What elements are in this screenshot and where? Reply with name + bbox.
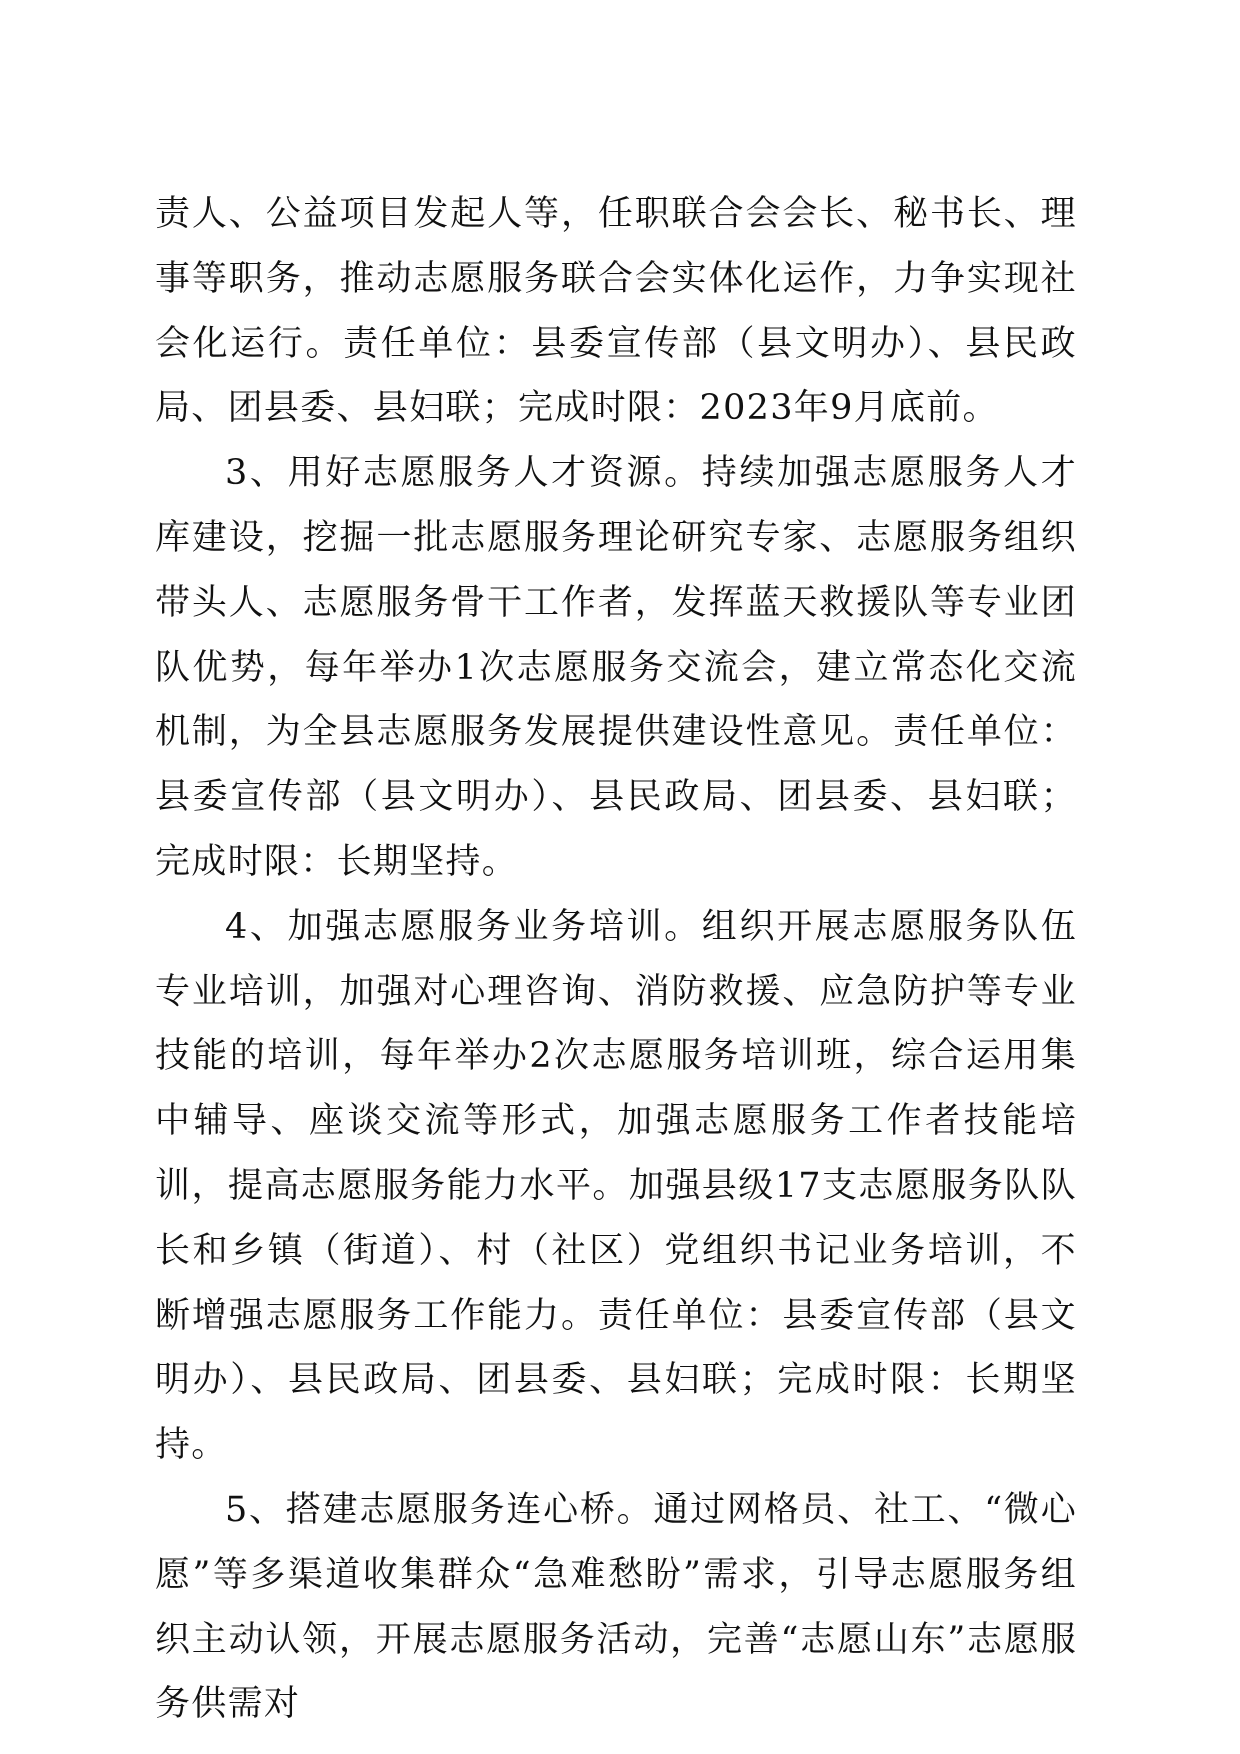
document-body [155, 182, 1077, 1737]
paragraph-item-5: 5、搭建志愿服务连心桥。通过网格员、社工、“微心愿”等多渠道收集群众“急难愁盼”需求，引导志愿服务组织主动认领，开展志愿服务活动，完善“志愿山东”志愿服务供需对 [155, 1489, 1077, 1725]
paragraph-item-4: 4、加强志愿服务业务培训。组织开展志愿服务队伍专业培训，加强对心理咨询、消防救援、应急防护等专业技能的培训，每年举办2次志愿服务培训班，综合运用集中辅导、座谈交流等形式，加强志愿服务工作者技能培训，提高志愿服务能力水平。加强县级17支志愿服务队队长和乡镇（街道）、村（社区）党组织书记业务培训，不断增强志愿服务工作能力。责任单位：县委宣传部（县文明办）、县民政局、团县委、县妇联；完成时限：长期坚持。 [155, 906, 1077, 1466]
paragraph-item-3: 3、用好志愿服务人才资源。持续加强志愿服务人才库建设，挖掘一批志愿服务理论研究专家、志愿服务组织带头人、志愿服务骨干工作者，发挥蓝天救援队等专业团队优势，每年举办1次志愿服务交流会，建立常态化交流机制，为全县志愿服务发展提供建设性意见。责任单位：县委宣传部（县文明办）、县民政局、团县委、县妇联；完成时限：长期坚持。 [155, 453, 1077, 882]
paragraph-continuation: 责人、公益项目发起人等，任职联合会会长、秘书长、理事等职务，推动志愿服务联合会实体化运作，力争实现社会化运行。责任单位：县委宣传部（县文明办）、县民政局、团县委、县妇联；完成时限：2023年9月底前。 [155, 194, 1077, 429]
